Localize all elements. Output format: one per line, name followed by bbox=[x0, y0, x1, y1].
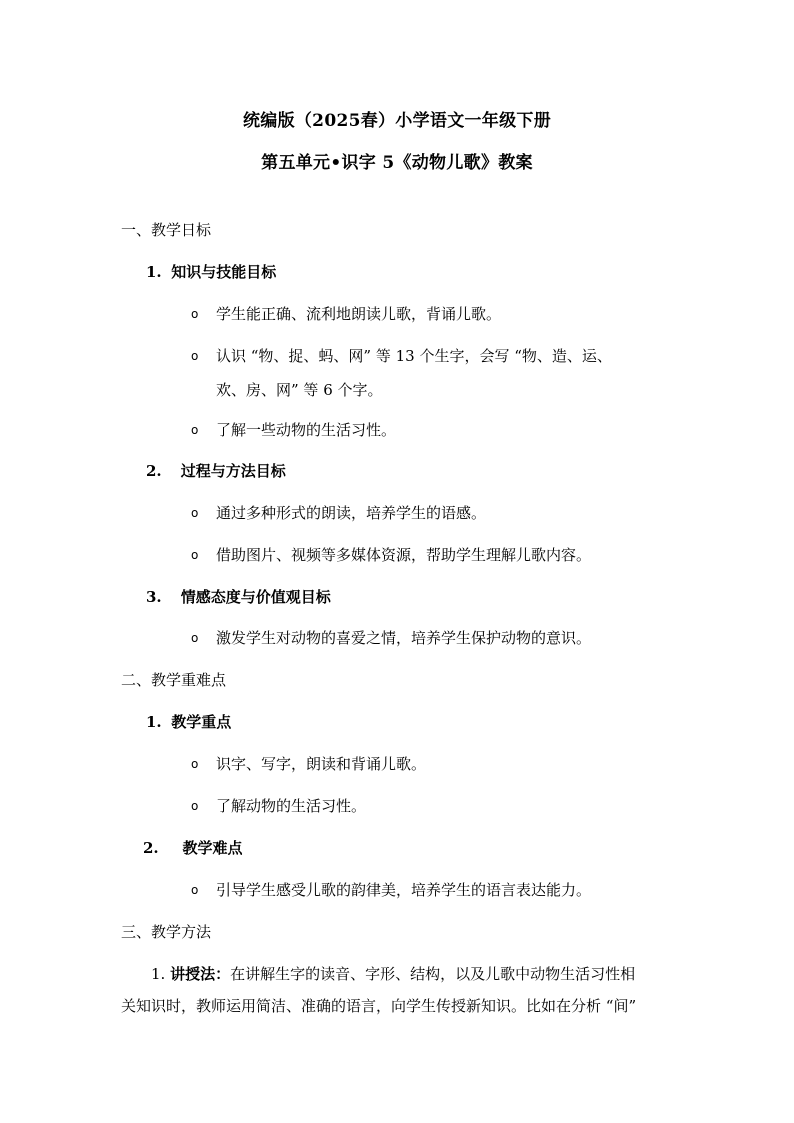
bullet-icon: o bbox=[191, 307, 199, 321]
bullet-icon: o bbox=[191, 883, 199, 897]
list-item-text: 了解一些动物的生活习性。 bbox=[216, 421, 397, 439]
list-item-text: 通过多种形式的朗读，培养学生的语感。 bbox=[216, 504, 487, 522]
paragraph-number: 1. bbox=[151, 965, 166, 983]
list-item-text: 识字、写字，朗读和背诵儿歌。 bbox=[216, 755, 427, 773]
subheading-knowledge-skills bbox=[146, 262, 276, 282]
bullet-icon: o bbox=[191, 799, 199, 813]
subheading-label: 过程与方法目标 bbox=[180, 462, 286, 480]
list-item-text: 了解动物的生活习性。 bbox=[216, 797, 367, 815]
subheading-key-points bbox=[146, 712, 231, 732]
list-item-text: 引导学生感受儿歌的韵律美，培养学生的语言表达能力。 bbox=[216, 881, 592, 899]
list-item-text: 学生能正确、流利地朗读儿歌，背诵儿歌。 bbox=[216, 305, 502, 323]
subheading-process-methods bbox=[146, 461, 286, 481]
paragraph-text: 在讲解生字的读音、字形、结构，以及儿歌中动物生活习性相 bbox=[230, 965, 636, 983]
section-heading-objectives: 一、教学日标 bbox=[121, 221, 212, 239]
subheading-number: 2. bbox=[146, 462, 162, 480]
bullet-icon: o bbox=[191, 506, 199, 520]
subheading-emotion-values bbox=[146, 587, 331, 607]
bullet-icon: o bbox=[191, 548, 199, 562]
list-item-text: 激发学生对动物的喜爱之情，培养学生保护动物的意识。 bbox=[216, 629, 592, 647]
bullet-icon: o bbox=[191, 349, 199, 363]
subheading-label: 教学难点 bbox=[182, 839, 243, 857]
subheading-number: 3. bbox=[146, 588, 162, 606]
list-item-text-continued: 欢、房、网” 等 6 个字。 bbox=[216, 381, 383, 399]
section-heading-key-difficult-points: 二、教学重难点 bbox=[121, 671, 227, 689]
section-heading-teaching-methods: 三、教学方法 bbox=[121, 923, 212, 941]
list-item-text: 认识 “物、捉、蚂、网” 等 13 个生字，会写 “物、造、运、 bbox=[216, 347, 612, 365]
paragraph-term: 讲授法： bbox=[170, 965, 231, 983]
list-item-text: 借助图片、视频等多媒体资源，帮助学生理解儿歌内容。 bbox=[216, 546, 592, 564]
bullet-icon: o bbox=[191, 757, 199, 771]
document-title: 统编版（2025春）小学语文一年级下册 bbox=[242, 111, 551, 131]
subheading-number: 2. bbox=[143, 839, 159, 857]
subheading-number: 1. bbox=[146, 263, 162, 281]
subheading-label: 知识与技能目标 bbox=[171, 263, 277, 281]
document-subtitle: 第五单元•识字 5《动物儿歌》教案 bbox=[261, 153, 533, 173]
bullet-icon: o bbox=[191, 423, 199, 437]
paragraph-line: 关知识时，教师运用简洁、准确的语言，向学生传授新知识。比如在分析 “间” bbox=[121, 997, 637, 1015]
subheading-label: 教学重点 bbox=[171, 713, 232, 731]
subheading-number: 1. bbox=[146, 713, 162, 731]
subheading-label: 情感态度与价值观目标 bbox=[180, 588, 331, 606]
bullet-icon: o bbox=[191, 631, 199, 645]
subheading-difficult-points bbox=[143, 838, 243, 858]
paragraph-line bbox=[151, 964, 635, 984]
